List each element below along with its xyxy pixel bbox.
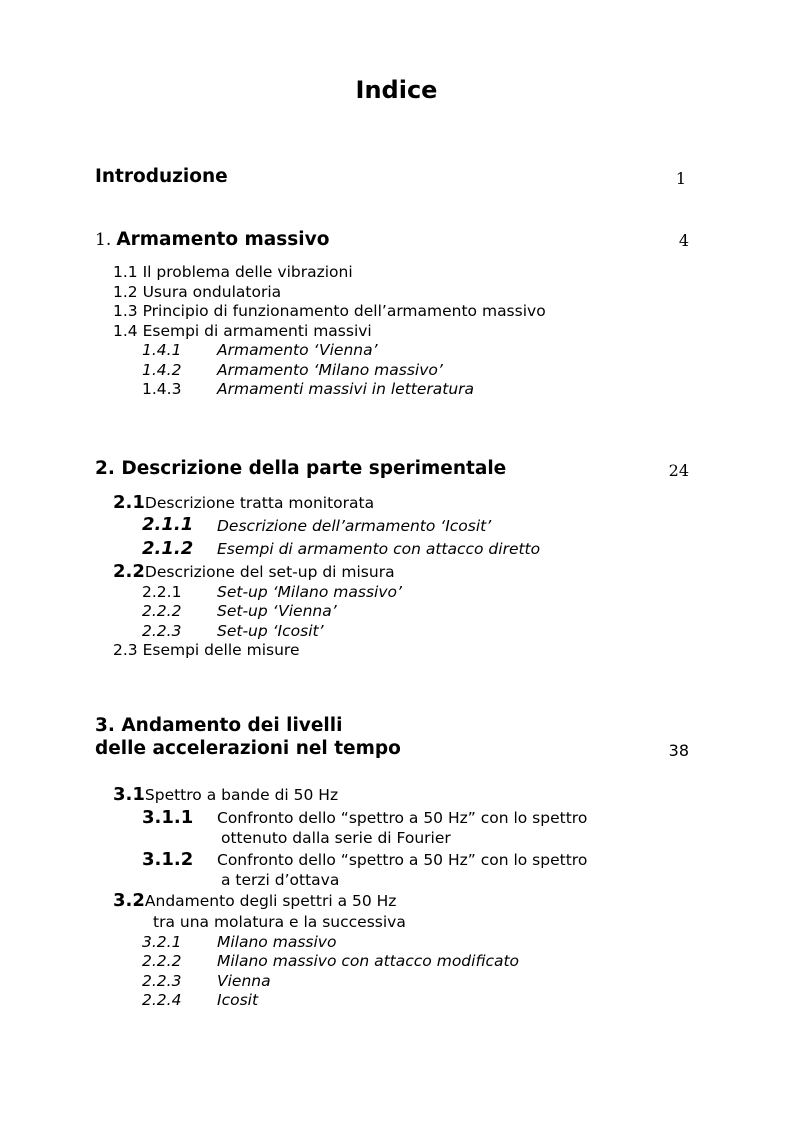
toc-entry-3-2-2[interactable]: Milano massivo con attacco modificato — [217, 952, 520, 970]
toc-entry-introduzione[interactable]: Introduzione — [95, 166, 228, 187]
toc-number-3-1-2: 3.1.2 — [142, 849, 194, 870]
toc-entry-3-2-1[interactable]: Milano massivo — [217, 933, 337, 951]
toc-entry-2-2-3[interactable]: Set-up ‘Icosit’ — [217, 622, 324, 640]
toc-number-2-2-1: 2.2.1 — [142, 583, 182, 601]
toc-number-2-2-2: 2.2.2 — [142, 602, 182, 620]
toc-entry-1-4[interactable]: 1.4 Esempi di armamenti massivi — [113, 322, 372, 340]
toc-entry-3-1[interactable] — [113, 784, 338, 805]
toc-entry-2-2-1[interactable]: Set-up ‘Milano massivo’ — [217, 583, 402, 601]
toc-number-2-2: 2.2 — [113, 561, 145, 582]
toc-label-3-2: Andamento degli spettri a 50 Hz — [144, 892, 397, 910]
toc-number-1-4-3: 1.4.3 — [142, 380, 182, 398]
toc-page-chapter-2: 24 — [668, 461, 689, 480]
toc-entry-1-4-1[interactable]: Armamento ‘Vienna’ — [217, 341, 378, 359]
toc-number-1-4-1: 1.4.1 — [142, 341, 182, 359]
toc-page-introduzione: 1 — [675, 169, 686, 188]
toc-number-3-2-4: 2.2.4 — [142, 991, 182, 1009]
toc-number-1-4-2: 1.4.2 — [142, 361, 182, 379]
toc-entry-chapter-3-line-1[interactable]: 3. Andamento dei livelli — [95, 715, 343, 736]
chapter-1-title: Armamento massivo — [116, 229, 330, 250]
toc-entry-3-1-2-line-1[interactable]: Confronto dello “spettro a 50 Hz” con lo spettro — [217, 851, 588, 869]
toc-entry-chapter-1[interactable] — [95, 229, 329, 250]
toc-entry-2-2-2[interactable]: Set-up ‘Vienna’ — [217, 602, 337, 620]
toc-number-2-1-1: 2.1.1 — [142, 514, 194, 535]
toc-entry-1-3[interactable]: 1.3 Principio di funzionamento dell’armamento massivo — [113, 302, 546, 320]
toc-entry-3-1-1-line-2[interactable]: ottenuto dalla serie di Fourier — [221, 829, 451, 847]
toc-entry-1-4-2[interactable]: Armamento ‘Milano massivo’ — [217, 361, 443, 379]
toc-page-chapter-3: 38 — [668, 741, 689, 760]
toc-entry-2-1[interactable] — [113, 492, 374, 513]
toc-number-3-1: 3.1 — [113, 784, 145, 805]
toc-number-3-2-2: 2.2.2 — [142, 952, 182, 970]
toc-number-3-2-1: 3.2.1 — [142, 933, 182, 951]
toc-entry-2-1-1[interactable]: Descrizione dell’armamento ‘Icosit’ — [217, 517, 492, 535]
toc-entry-chapter-2[interactable]: 2. Descrizione della parte sperimentale — [95, 458, 507, 479]
toc-entry-3-2-3[interactable]: Vienna — [217, 972, 271, 990]
toc-entry-3-2-4[interactable]: Icosit — [217, 991, 259, 1009]
toc-label-2-2: Descrizione del set-up di misura — [144, 563, 395, 581]
toc-entry-1-4-3[interactable]: Armamenti massivi in letteratura — [217, 380, 475, 398]
toc-entry-2-2[interactable] — [113, 561, 395, 582]
toc-number-3-2-3: 2.2.3 — [142, 972, 182, 990]
toc-entry-2-3[interactable]: 2.3 Esempi delle misure — [113, 641, 300, 659]
toc-entry-3-1-1-line-1[interactable]: Confronto dello “spettro a 50 Hz” con lo spettro — [217, 809, 588, 827]
toc-page-chapter-1: 4 — [678, 231, 689, 250]
toc-entry-3-2-line-2[interactable]: tra una molatura e la successiva — [153, 913, 406, 931]
toc-number-2-2-3: 2.2.3 — [142, 622, 182, 640]
toc-label-2-1: Descrizione tratta monitorata — [144, 494, 375, 512]
toc-entry-2-1-2[interactable]: Esempi di armamento con attacco diretto — [217, 540, 541, 558]
toc-entry-3-2-line-1[interactable] — [113, 890, 396, 911]
toc-entry-1-1[interactable]: 1.1 Il problema delle vibrazioni — [113, 263, 353, 281]
toc-number-2-1: 2.1 — [113, 492, 145, 513]
toc-entry-3-1-2-line-2[interactable]: a terzi d’ottava — [221, 871, 340, 889]
toc-entry-1-2[interactable]: 1.2 Usura ondulatoria — [113, 283, 282, 301]
toc-entry-chapter-3-line-2[interactable]: delle accelerazioni nel tempo — [95, 738, 401, 759]
toc-number-2-1-2: 2.1.2 — [142, 538, 194, 559]
toc-number-3-2: 3.2 — [113, 890, 145, 911]
page-title: Indice — [355, 76, 438, 104]
toc-label-3-1: Spettro a bande di 50 Hz — [144, 786, 339, 804]
toc-number-3-1-1: 3.1.1 — [142, 807, 194, 828]
chapter-1-number: 1. — [95, 230, 112, 250]
